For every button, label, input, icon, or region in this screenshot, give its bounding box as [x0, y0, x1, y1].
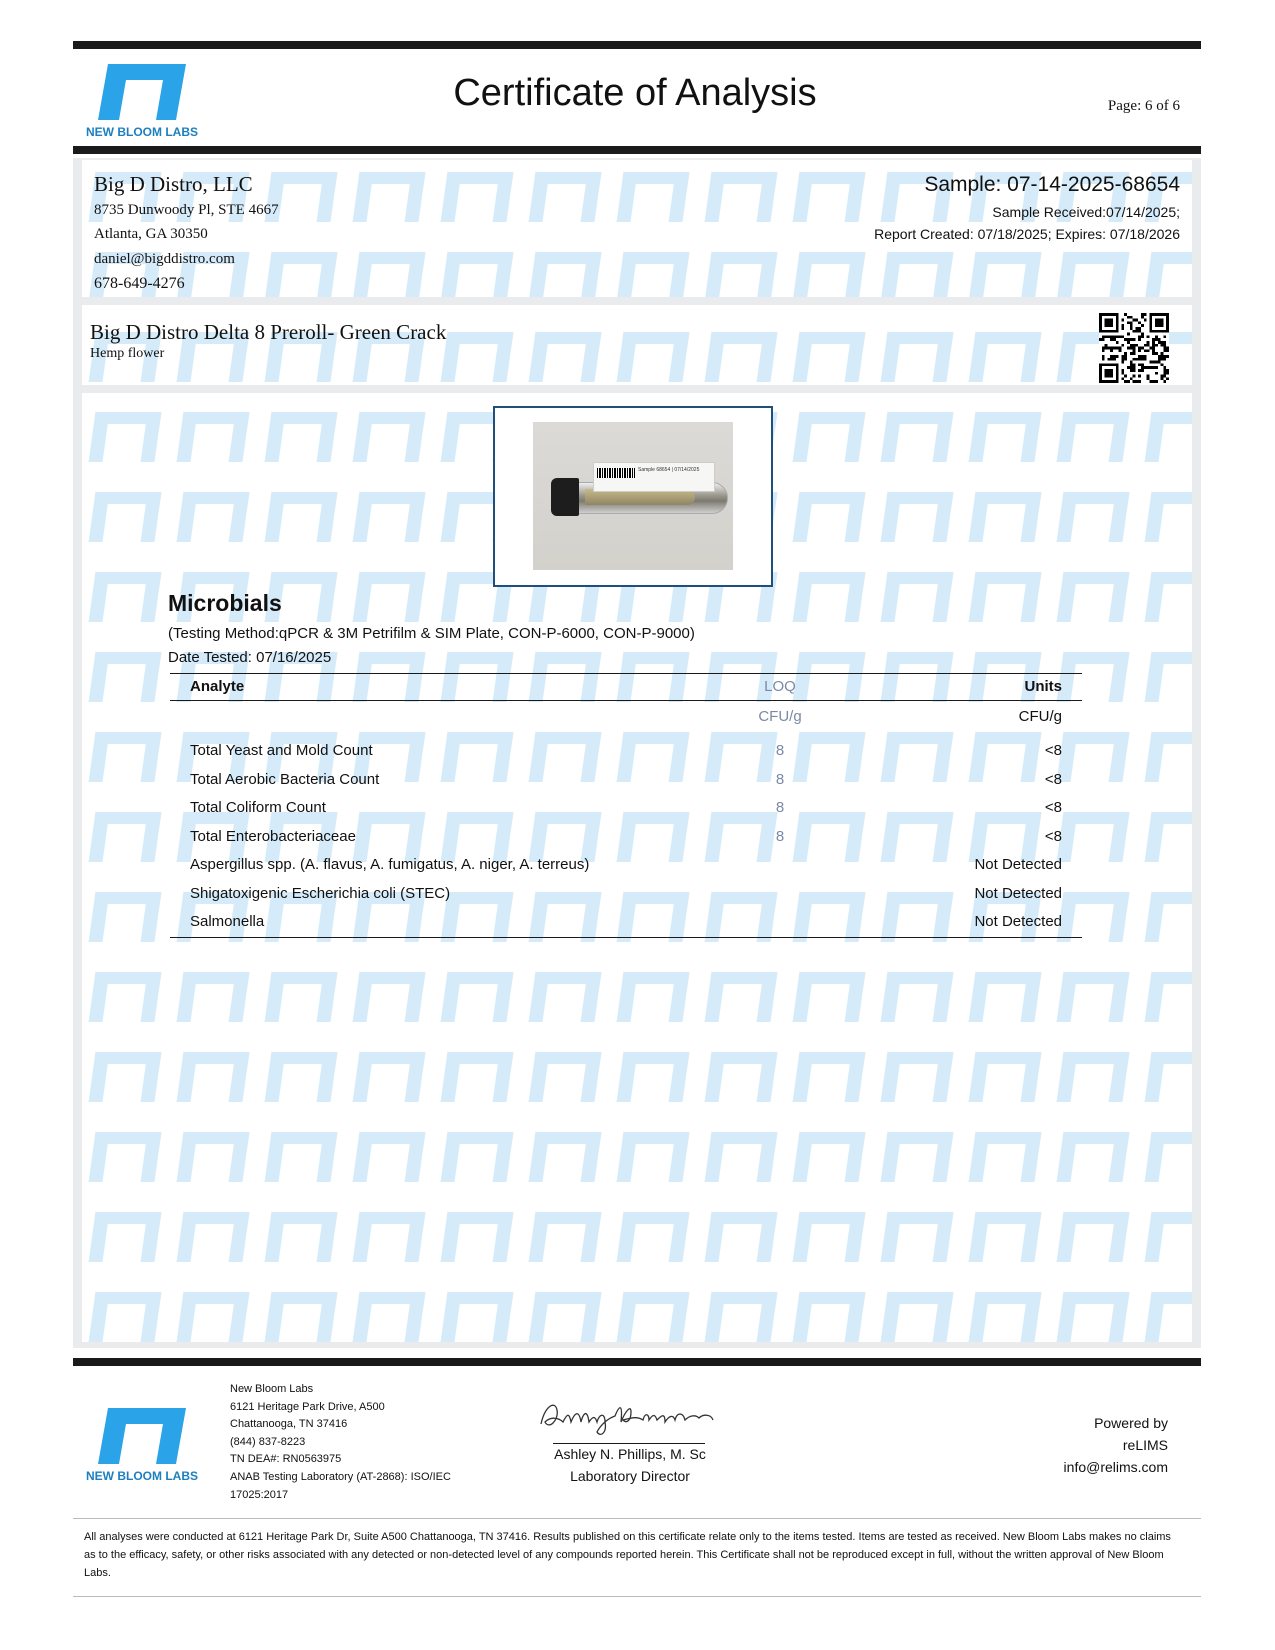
analyte-result: <8	[1044, 827, 1062, 845]
disclaimer-top-rule	[73, 1518, 1201, 1519]
watermark-logo-icon	[522, 1288, 610, 1342]
watermark-logo-icon	[1050, 488, 1138, 544]
watermark-logo-icon	[1138, 888, 1192, 944]
analyte-name: Total Yeast and Mold Count	[190, 742, 373, 759]
watermark-logo-icon	[1138, 568, 1192, 624]
watermark-logo-icon	[786, 888, 874, 944]
watermark-logo-icon	[874, 1128, 962, 1184]
watermark-logo-icon	[962, 1048, 1050, 1104]
watermark-logo-icon	[434, 168, 522, 224]
lab-line: ANAB Testing Laboratory (AT-2868): ISO/IEC	[230, 1470, 451, 1483]
watermark-logo-icon	[258, 968, 346, 1024]
watermark-logo-icon	[874, 648, 962, 704]
watermark-logo-icon	[610, 248, 698, 304]
watermark-logo-icon	[346, 168, 434, 224]
result-unit: CFU/g	[1018, 708, 1062, 725]
watermark-logo-icon	[874, 248, 962, 304]
watermark-logo-icon	[1050, 968, 1138, 1024]
watermark-logo-icon	[346, 488, 434, 544]
watermark-logo-icon	[346, 1128, 434, 1184]
analyte-name: Aspergillus spp. (A. flavus, A. fumigatus, A. niger, A. terreus)	[190, 856, 590, 873]
watermark-logo-icon	[874, 408, 962, 464]
powered-by-line: Powered by	[1094, 1415, 1168, 1431]
watermark-logo-icon	[82, 1048, 170, 1104]
analyte-loq: 8	[775, 770, 785, 788]
page-title: Certificate of Analysis	[453, 72, 817, 114]
lab-line: TN DEA#: RN0563975	[230, 1453, 342, 1466]
watermark-logo-icon	[698, 888, 786, 944]
watermark-logo-icon	[1050, 1208, 1138, 1264]
analyte-name: Total Enterobacteriaceae	[190, 827, 356, 845]
watermark-logo-icon	[1050, 1128, 1138, 1184]
watermark-logo-icon	[786, 248, 874, 304]
watermark-logo-icon	[82, 808, 170, 864]
watermark-row	[82, 1048, 1192, 1104]
watermark-logo-icon	[1138, 808, 1192, 864]
watermark-logo-icon	[786, 648, 874, 704]
watermark-logo-icon	[698, 248, 786, 304]
watermark-logo-icon	[434, 728, 522, 784]
watermark-logo-icon	[610, 1288, 698, 1342]
watermark-logo-icon	[522, 728, 610, 784]
signature-title: Laboratory Director	[570, 1468, 690, 1484]
watermark-logo-icon	[786, 408, 874, 464]
watermark-logo-icon	[82, 1128, 170, 1184]
watermark-logo-icon	[786, 1048, 874, 1104]
watermark-logo-icon	[170, 1288, 258, 1342]
new-bloom-logo-icon	[86, 1408, 206, 1464]
disclaimer: All analyses were conducted at 6121 Heritage Park Dr, Suite A500 Chattanooga, TN 37416. Results published on this certificate relate only to the items tested. Items are tested as received. New Bloom Labs makes no claims as to the efficacy, safety, or other risks associated with any detected or non-detected level of any compounds reported herein. This Certificate shall not be reproduced except in full, without the written approval of New Bloom Labs.	[84, 1531, 1171, 1579]
analyte-name: Total Coliform Count	[190, 799, 326, 816]
watermark-logo-icon	[82, 888, 170, 944]
watermark-logo-icon	[346, 1048, 434, 1104]
watermark-logo-icon	[786, 328, 874, 384]
lab-line: 17025:2017	[230, 1488, 289, 1501]
report-dates: Report Created: 07/18/2025; Expires: 07/18/2026	[874, 226, 1180, 242]
watermark-logo-icon	[346, 408, 434, 464]
watermark-logo-icon	[522, 1128, 610, 1184]
watermark-logo-icon	[786, 1128, 874, 1184]
watermark-logo-icon	[1138, 1128, 1192, 1184]
watermark-logo-icon	[82, 568, 170, 624]
watermark-logo-icon	[1050, 408, 1138, 464]
signature-line	[553, 1443, 705, 1444]
watermark-logo-icon	[962, 1208, 1050, 1264]
analyte-result: Not Detected	[974, 884, 1062, 902]
client-address2: Atlanta, GA 30350	[94, 226, 208, 242]
watermark-logo-icon	[82, 968, 170, 1024]
watermark-logo-icon	[962, 488, 1050, 544]
new-bloom-logo-icon	[86, 64, 206, 120]
watermark-logo-icon	[522, 248, 610, 304]
watermark-logo-icon	[346, 648, 434, 704]
watermark-logo-icon	[1138, 488, 1192, 544]
watermark-logo-icon	[522, 168, 610, 224]
watermark-logo-icon	[434, 248, 522, 304]
watermark-logo-icon	[258, 1048, 346, 1104]
watermark-logo-icon	[522, 648, 610, 704]
watermark-logo-icon	[962, 968, 1050, 1024]
watermark-logo-icon	[962, 568, 1050, 624]
watermark-logo-icon	[610, 168, 698, 224]
watermark-logo-icon	[786, 968, 874, 1024]
watermark-logo-icon	[962, 408, 1050, 464]
lab-line: New Bloom Labs	[230, 1383, 314, 1395]
watermark-logo-icon	[1138, 648, 1192, 704]
watermark-logo-icon	[1050, 248, 1138, 304]
watermark-logo-icon	[610, 1208, 698, 1264]
watermark-logo-icon	[610, 968, 698, 1024]
watermark-logo-icon	[258, 1128, 346, 1184]
sample-id: Sample: 07-14-2025-68654	[924, 173, 1180, 196]
watermark-logo-icon	[346, 248, 434, 304]
lab-line: Chattanooga, TN 37416	[230, 1418, 348, 1431]
watermark-logo-icon	[1138, 408, 1192, 464]
header-logo	[86, 64, 206, 139]
watermark-logo-icon	[1138, 248, 1192, 304]
watermark-logo-icon	[434, 968, 522, 1024]
sample-received: Sample Received:07/14/2025;	[992, 204, 1180, 220]
analyte-name: Shigatoxigenic Escherichia coli (STEC)	[190, 884, 451, 902]
watermark-logo-icon	[346, 1288, 434, 1342]
table-bottom-rule	[170, 937, 1082, 938]
watermark-logo-icon	[698, 1288, 786, 1342]
watermark-logo-icon	[346, 1208, 434, 1264]
sample-photo	[533, 422, 733, 570]
watermark-logo-icon	[874, 1208, 962, 1264]
client-name: Big D Distro, LLC	[94, 172, 253, 196]
watermark-logo-icon	[874, 968, 962, 1024]
watermark-logo-icon	[610, 648, 698, 704]
watermark-logo-icon	[522, 328, 610, 384]
watermark-logo-icon	[1138, 728, 1192, 784]
watermark-row	[82, 1208, 1192, 1264]
client-phone: 678-649-4276	[94, 275, 185, 292]
watermark-logo-icon	[82, 1288, 170, 1342]
footer-logo	[86, 1408, 206, 1483]
watermark-logo-icon	[82, 648, 170, 704]
lab-line: 6121 Heritage Park Drive, A500	[230, 1400, 385, 1413]
watermark-logo-icon	[434, 1048, 522, 1104]
tube-cap	[551, 478, 579, 516]
watermark-logo-icon	[610, 1128, 698, 1184]
analyte-result: <8	[1044, 799, 1062, 816]
product-name: Big D Distro Delta 8 Preroll- Green Crack	[90, 320, 447, 344]
watermark-logo-icon	[434, 1288, 522, 1342]
watermark-logo-icon	[82, 728, 170, 784]
watermark-logo-icon	[170, 1128, 258, 1184]
watermark-logo-icon	[786, 488, 874, 544]
watermark-logo-icon	[962, 648, 1050, 704]
watermark-logo-icon	[610, 808, 698, 864]
watermark-logo-icon	[698, 168, 786, 224]
top-rule	[73, 41, 1201, 49]
disclaimer-bottom-rule	[73, 1596, 1201, 1597]
table-top-rule	[170, 673, 1082, 674]
watermark-logo-icon	[1050, 648, 1138, 704]
sample-label-text: Sample 68654 | 07/14/2025	[638, 467, 700, 473]
testing-method: (Testing Method:qPCR & 3M Petrifilm & SIM Plate, CON-P-6000, CON-P-9000)	[168, 625, 695, 642]
watermark-logo-icon	[434, 1128, 522, 1184]
footer-logo-text: NEW BLOOM LABS	[86, 1469, 198, 1483]
col-units-header: Units	[1024, 678, 1062, 695]
col-loq-header: LOQ	[764, 678, 796, 695]
watermark-logo-icon	[522, 888, 610, 944]
signature-image	[535, 1392, 725, 1442]
watermark-logo-icon	[170, 1048, 258, 1104]
watermark-logo-icon	[346, 568, 434, 624]
watermark-logo-icon	[258, 408, 346, 464]
watermark-logo-icon	[522, 1048, 610, 1104]
loq-unit: CFU/g	[758, 708, 802, 725]
watermark-logo-icon	[258, 1208, 346, 1264]
lab-line: (844) 837-8223	[230, 1435, 306, 1448]
watermark-logo-icon	[874, 328, 962, 384]
watermark-logo-icon	[82, 408, 170, 464]
microbials-heading: Microbials	[168, 590, 282, 616]
watermark-logo-icon	[1138, 968, 1192, 1024]
analyte-result: Not Detected	[974, 913, 1062, 930]
watermark-logo-icon	[258, 1288, 346, 1342]
page-number: Page: 6 of 6	[1107, 98, 1180, 114]
client-address1: 8735 Dunwoody Pl, STE 4667	[94, 202, 279, 218]
qr-code-icon	[1099, 313, 1169, 383]
date-tested: Date Tested: 07/16/2025	[168, 649, 332, 666]
analyte-result: Not Detected	[974, 856, 1062, 873]
analyte-result: <8	[1044, 770, 1062, 788]
watermark-logo-icon	[610, 888, 698, 944]
product-type: Hemp flower	[90, 346, 165, 361]
lab-address-block	[230, 1381, 451, 1504]
watermark-row	[82, 248, 1192, 304]
watermark-logo-icon	[434, 648, 522, 704]
watermark-logo-icon	[874, 568, 962, 624]
watermark-logo-icon	[1050, 728, 1138, 784]
section-separator	[82, 385, 1192, 393]
barcode-icon	[597, 468, 635, 478]
watermark-logo-icon	[698, 648, 786, 704]
watermark-logo-icon	[346, 968, 434, 1024]
client-email: daniel@bigddistro.com	[94, 251, 235, 267]
watermark-logo-icon	[434, 328, 522, 384]
watermark-logo-icon	[258, 488, 346, 544]
analyte-result: <8	[1044, 742, 1062, 759]
watermark-logo-icon	[1050, 808, 1138, 864]
watermark-logo-icon	[1050, 1048, 1138, 1104]
header-logo-text: NEW BLOOM LABS	[86, 125, 198, 139]
analyte-loq: 8	[775, 742, 785, 759]
watermark-logo-icon	[874, 1288, 962, 1342]
watermark-logo-icon	[610, 1048, 698, 1104]
watermark-row	[82, 1128, 1192, 1184]
table-header-rule	[170, 700, 1082, 701]
watermark-logo-icon	[522, 968, 610, 1024]
watermark-logo-icon	[698, 328, 786, 384]
powered-by-email: info@relims.com	[1063, 1459, 1168, 1475]
watermark-logo-icon	[170, 968, 258, 1024]
watermark-logo-icon	[1138, 1048, 1192, 1104]
watermark-row	[82, 1288, 1192, 1342]
watermark-logo-icon	[874, 1048, 962, 1104]
analyte-name: Salmonella	[190, 913, 265, 930]
watermark-logo-icon	[1050, 568, 1138, 624]
signature-name: Ashley N. Phillips, M. Sc	[554, 1446, 706, 1462]
watermark-logo-icon	[610, 328, 698, 384]
watermark-logo-icon	[698, 1208, 786, 1264]
col-analyte-header: Analyte	[190, 678, 245, 695]
powered-by-line: reLIMS	[1122, 1437, 1168, 1453]
powered-by-block	[1000, 1412, 1168, 1478]
analyte-loq: 8	[775, 827, 785, 845]
watermark-logo-icon	[82, 488, 170, 544]
watermark-logo-icon	[1138, 1208, 1192, 1264]
watermark-logo-icon	[962, 248, 1050, 304]
watermark-logo-icon	[170, 488, 258, 544]
watermark-logo-icon	[874, 488, 962, 544]
watermark-logo-icon	[786, 568, 874, 624]
footer-rule	[73, 1358, 1201, 1366]
watermark-logo-icon	[698, 1048, 786, 1104]
watermark-logo-icon	[698, 1128, 786, 1184]
sample-label	[593, 462, 715, 492]
watermark-logo-icon	[786, 1288, 874, 1342]
sample-photo-frame	[493, 406, 773, 587]
header-rule	[73, 146, 1201, 154]
watermark-logo-icon	[258, 248, 346, 304]
watermark-logo-icon	[170, 408, 258, 464]
watermark-logo-icon	[786, 1208, 874, 1264]
watermark-logo-icon	[170, 1208, 258, 1264]
watermark-logo-icon	[1050, 1288, 1138, 1342]
section-separator	[82, 297, 1192, 305]
watermark-logo-icon	[962, 328, 1050, 384]
watermark-logo-icon	[1050, 888, 1138, 944]
watermark-row	[82, 968, 1192, 1024]
watermark-logo-icon	[610, 728, 698, 784]
watermark-logo-icon	[434, 1208, 522, 1264]
analyte-loq: 8	[775, 799, 785, 816]
watermark-logo-icon	[698, 968, 786, 1024]
watermark-logo-icon	[522, 1208, 610, 1264]
watermark-logo-icon	[962, 1288, 1050, 1342]
watermark-logo-icon	[962, 1128, 1050, 1184]
analyte-name: Total Aerobic Bacteria Count	[190, 770, 380, 788]
watermark-logo-icon	[82, 1208, 170, 1264]
watermark-logo-icon	[1138, 1288, 1192, 1342]
